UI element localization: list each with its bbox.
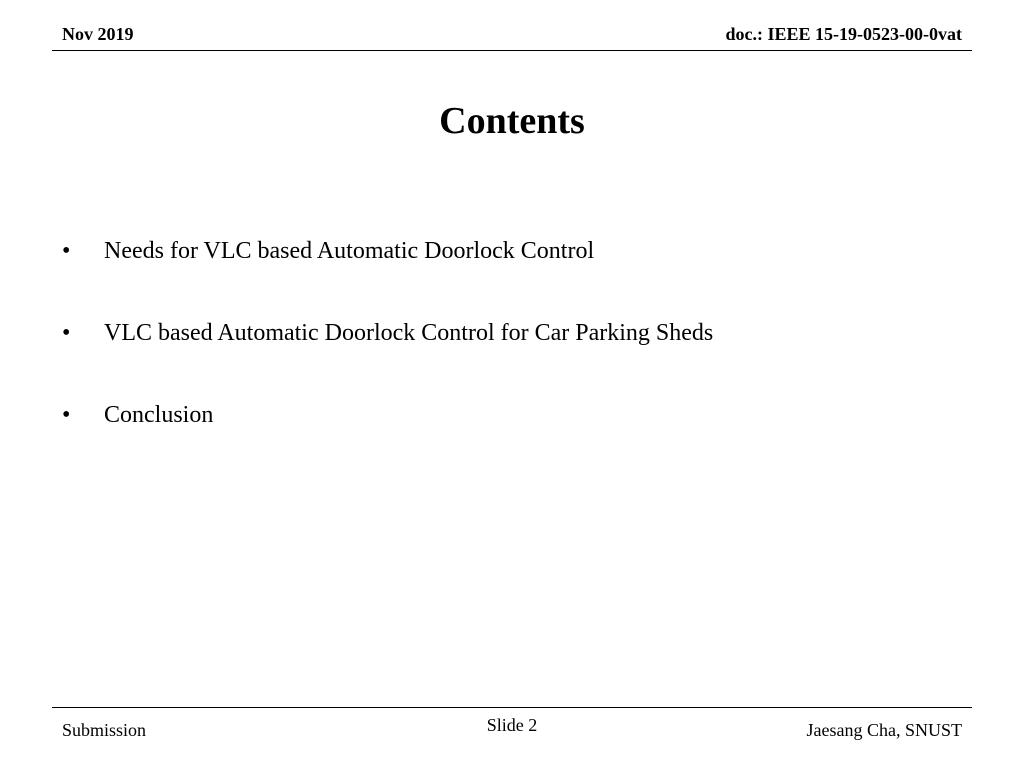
header-divider — [52, 50, 972, 51]
header-date: Nov 2019 — [62, 24, 134, 44]
footer-submission: Submission — [62, 720, 147, 740]
bullet-marker: • — [62, 320, 71, 346]
bullet-marker: • — [62, 238, 71, 264]
bullet-text: VLC based Automatic Doorlock Control for Car Parking Sheds — [104, 320, 714, 346]
footer-divider — [52, 707, 972, 708]
bullet-text: Needs for VLC based Automatic Doorlock Control — [104, 238, 595, 264]
header-doc-id: doc.: IEEE 15-19-0523-00-0vat — [725, 24, 962, 44]
bullet-text: Conclusion — [104, 402, 214, 428]
slide-title: Contents — [439, 100, 585, 142]
footer-author: Jaesang Cha, SNUST — [806, 720, 962, 740]
slide-number: Slide 2 — [486, 715, 538, 735]
bullet-marker: • — [62, 402, 71, 428]
